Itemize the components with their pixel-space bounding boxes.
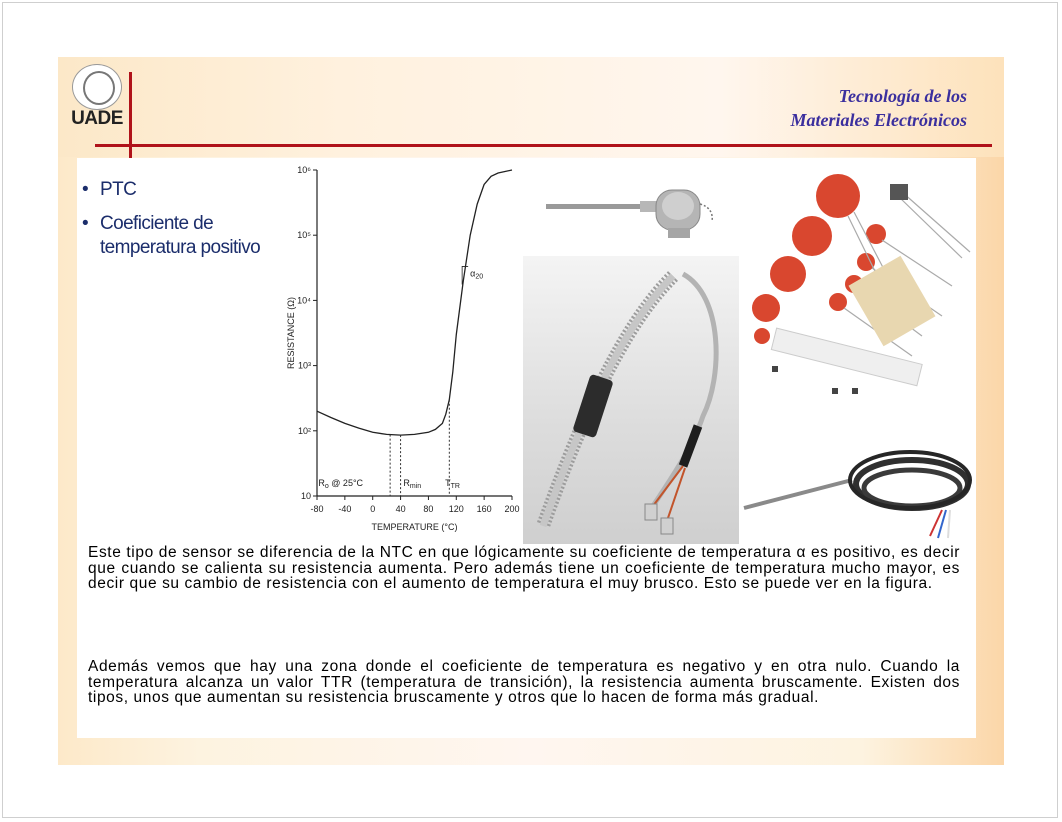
resistance-curve xyxy=(317,170,512,435)
x-axis-label: TEMPERATURE (°C) xyxy=(371,522,458,532)
bullet-item: • Coeficiente de temperatura positivo xyxy=(80,212,270,260)
ptc-resistance-chart xyxy=(284,162,522,540)
y-axis-label: RESISTANCE (Ω) xyxy=(286,296,296,370)
annotation-rmin: $R_{min}$ xyxy=(403,478,422,490)
university-seal-icon xyxy=(72,64,122,110)
chart-axes xyxy=(317,170,512,496)
y-tick-label: 10 xyxy=(300,491,311,501)
y-tick-label: 10⁵ xyxy=(297,230,311,241)
description-paragraph-2: Además vemos que hay una zona donde el coeficiente de temperatura es negativo y en otra nulo. Cuando la temperatura alcanza un valor TTR (temperatura de transición), la resistencia aumenta bruscamente. Existen dos tipos, unos que aumentan su resistencia bruscamente y otros que lo hacen de forma más gradual. xyxy=(88,658,960,706)
x-tick-label: 80 xyxy=(423,504,434,514)
uade-logo xyxy=(68,64,126,130)
y-tick-label: 10⁶ xyxy=(297,165,311,175)
x-tick-label: 0 xyxy=(370,504,376,514)
x-tick-label: 200 xyxy=(504,504,520,514)
x-tick-label: 160 xyxy=(476,504,492,514)
chart-annotations xyxy=(318,266,483,496)
x-tick-label: -80 xyxy=(310,504,324,514)
ptc-thermistors-photo xyxy=(742,166,974,418)
y-tick-label: 10⁴ xyxy=(297,295,311,306)
chart-ticks xyxy=(286,165,520,532)
logo-text: UADE xyxy=(71,108,123,129)
y-tick-label: 10² xyxy=(297,425,311,436)
y-tick-label: 10³ xyxy=(297,360,311,371)
description-paragraph-1: Este tipo de sensor se diferencia de la NTC en que lógicamente su coeficiente de temperatura α es positivo, es decir que cuando se calienta su resistencia aumenta. Pero además tiene un coeficiente de temperatura mucho mayor, es decir que su cambio de resistencia con el aumento de temperatura el muy brusco. Esto se puede ver en la figura. xyxy=(88,544,960,592)
x-tick-label: 40 xyxy=(395,504,406,514)
course-title xyxy=(791,84,968,132)
course-title-line-2: Materiales Electrónicos xyxy=(790,110,967,130)
bullet-list xyxy=(80,178,270,270)
thermowell-sensor-photo xyxy=(540,176,740,246)
course-title-line-1: Tecnología de los xyxy=(838,86,967,106)
header-horizontal-rule xyxy=(95,144,992,147)
annotation-alpha: $\alpha_{20}$ xyxy=(470,268,484,281)
x-tick-label: -40 xyxy=(338,504,352,514)
annotation-ro: $R_o$ @ 25°C xyxy=(318,478,364,490)
annotation-ttr: $T_{TR}$ xyxy=(445,478,460,490)
chart-series xyxy=(317,170,512,435)
probe-cable-photo xyxy=(742,440,974,544)
cable-sensor-photo xyxy=(523,256,739,544)
x-tick-label: 120 xyxy=(448,504,464,514)
bullet-item: • PTC xyxy=(80,178,270,202)
